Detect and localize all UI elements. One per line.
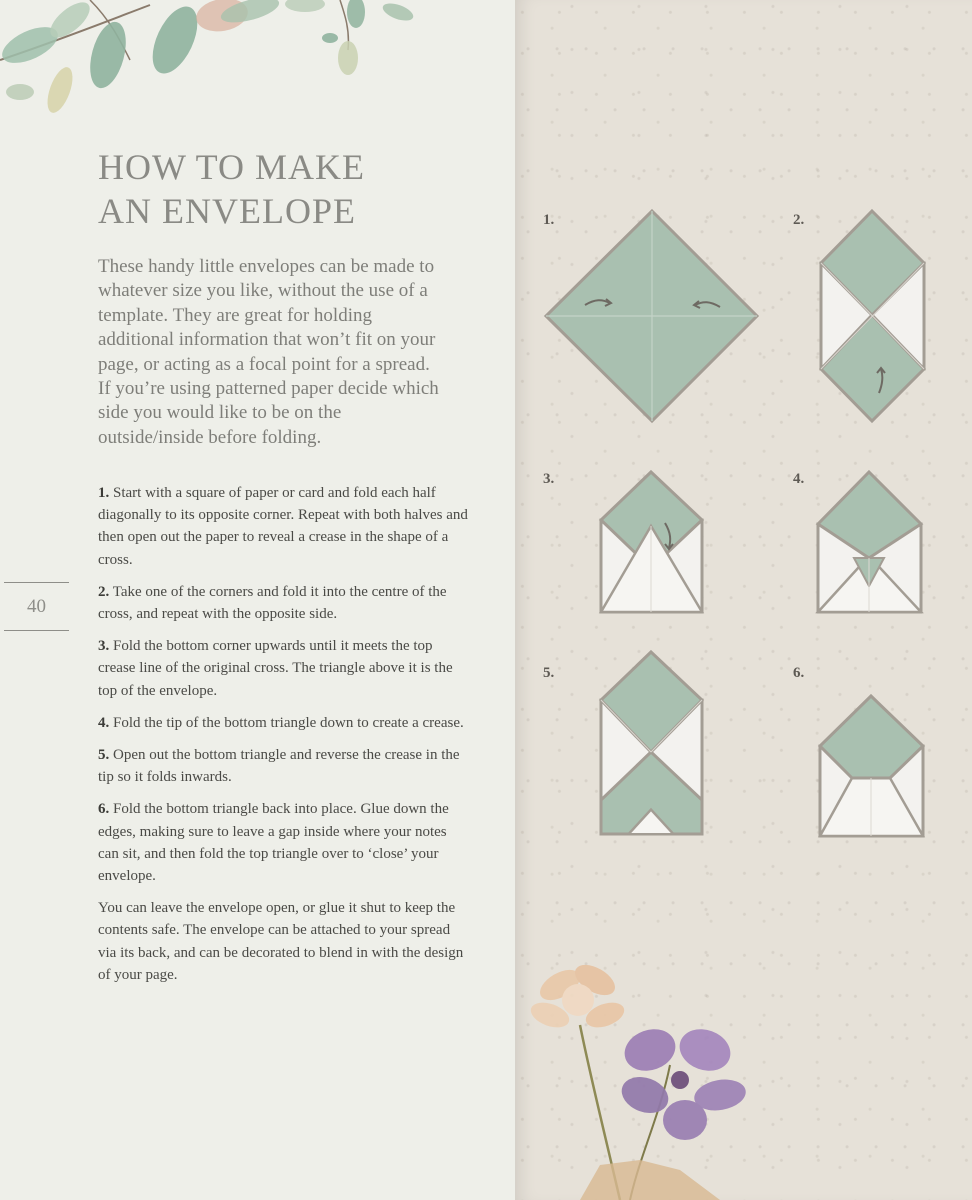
title-line-2: AN ENVELOPE — [98, 191, 356, 231]
step-3 — [98, 635, 470, 702]
diagram-step-1 — [540, 205, 765, 427]
diagram-step-3 — [595, 468, 710, 618]
instruction-steps — [98, 482, 470, 996]
diagram-step-4 — [812, 468, 927, 618]
diagram-step-6 — [814, 692, 929, 842]
step-number: 2. — [98, 583, 110, 600]
page-title — [98, 145, 365, 233]
pressed-flowers-decoration — [520, 955, 780, 1200]
step-text: Fold the bottom corner upwards until it meets the top crease line of the original cross. The triangle above it is the top of the envelope. — [98, 638, 453, 699]
diagram-label-5: 5. — [543, 665, 555, 681]
diagram-label-3: 3. — [543, 471, 555, 487]
step-6 — [98, 798, 470, 887]
step-1 — [98, 482, 470, 571]
folio-rule-bottom — [4, 630, 69, 631]
step-number: 5. — [98, 747, 110, 764]
title-line-1: HOW TO MAKE — [98, 147, 366, 187]
step-number: 3. — [98, 638, 110, 655]
step-text: Fold the tip of the bottom triangle down to create a crease. — [113, 714, 464, 731]
step-text: Start with a square of paper or card and fold each half diagonally to its opposite corner. Repeat with both halves and then open out the paper to reveal a crease in the shape of a cross. — [98, 485, 468, 568]
page-number: 40 — [27, 596, 46, 617]
step-4 — [98, 712, 470, 734]
step-number: 6. — [98, 801, 110, 818]
step-text: Fold the bottom triangle back into place. Glue down the edges, making sure to leave a gap inside where your notes can sit, and then fold the top triangle over to ‘close’ your envelope. — [98, 801, 449, 885]
diagram-label-2: 2. — [793, 212, 805, 228]
step-text: Take one of the corners and fold it into the centre of the cross, and repeat with the opposite side. — [98, 583, 447, 623]
leaves-decoration — [0, 0, 420, 120]
diagram-label-1: 1. — [543, 212, 555, 228]
diagram-label-4: 4. — [793, 471, 805, 487]
diagram-label-6: 6. — [793, 665, 805, 681]
step-text: Open out the bottom triangle and reverse the crease in the tip so it folds inwards. — [98, 747, 460, 786]
diagram-step-2 — [815, 205, 930, 427]
folio-rule-top — [4, 582, 69, 583]
closing-paragraph: You can leave the envelope open, or glue it shut to keep the contents safe. The envelope can be attached to your spread via its back, and can be decorated to blend in with the design of your page. — [98, 900, 464, 983]
intro-paragraph: These handy little envelopes can be made to whatever size you like, without the use of a template. They are great for holding additional information that won’t fit on your page, or acting as a focal point for a spread. If you’re using patterned paper decide which side you would like to be on the outside/inside before folding. — [98, 256, 439, 448]
step-2 — [98, 581, 470, 625]
step-number: 4. — [98, 714, 110, 731]
step-number: 1. — [98, 485, 110, 501]
step-5 — [98, 744, 470, 788]
diagram-step-5 — [595, 648, 710, 840]
